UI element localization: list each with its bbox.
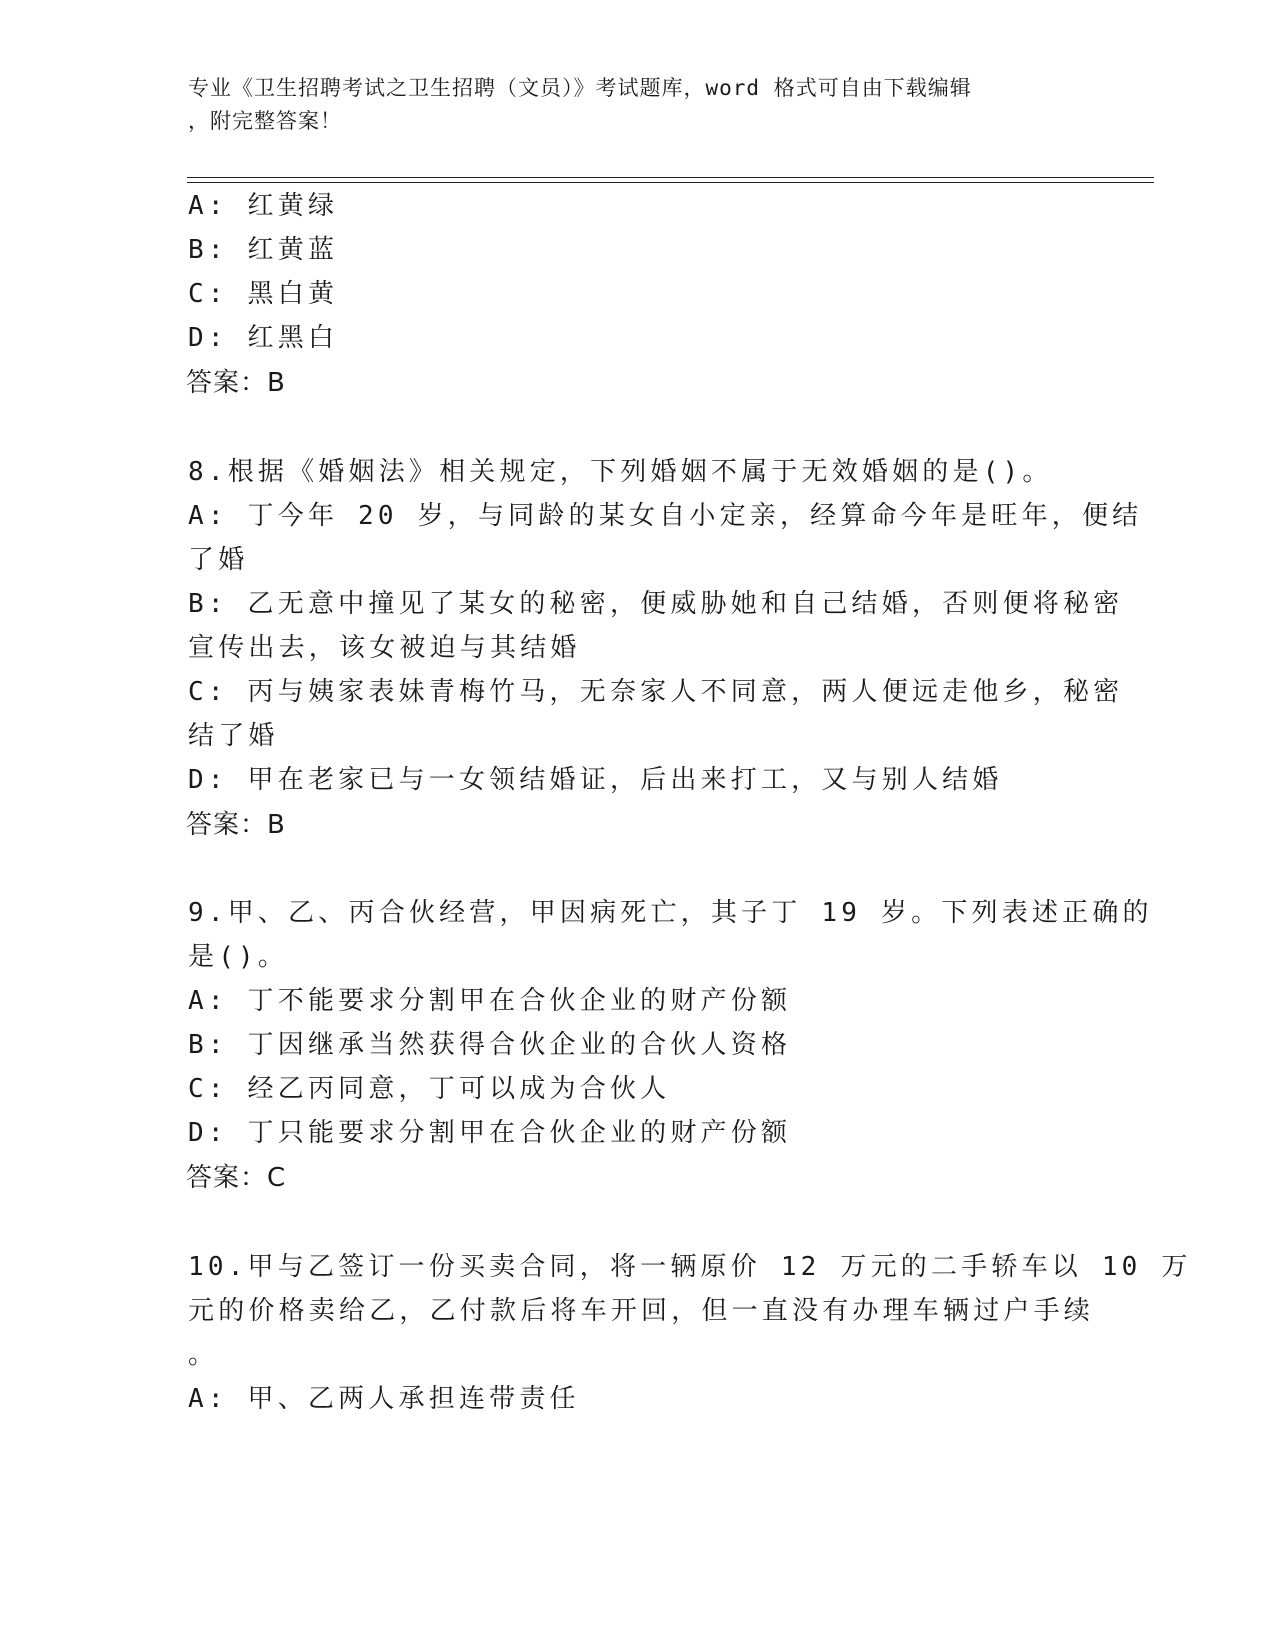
- q9-stem-line1: 9.甲、乙、丙合伙经营，甲因病死亡，其子丁 19 岁。下列表述正确的: [188, 898, 1153, 928]
- q9-option-d: D: 丁只能要求分割甲在合伙企业的财产份额: [188, 1118, 792, 1148]
- q8-option-c-line1: C: 丙与姨家表妹青梅竹马，无奈家人不同意，两人便远走他乡，秘密: [188, 677, 1124, 707]
- q10-stem-line3: 。: [188, 1340, 219, 1370]
- header-line-1: 专业《卫生招聘考试之卫生招聘（文员）》考试题库，word 格式可自由下载编辑: [188, 76, 972, 100]
- header-line-2: ，附完整答案！: [188, 109, 342, 133]
- header-rule-bottom: [187, 182, 1154, 183]
- q10-stem-line1: 10.甲与乙签订一份买卖合同，将一辆原价 12 万元的二手轿车以 10 万: [188, 1252, 1192, 1282]
- q8-answer: 答案：B: [186, 810, 286, 840]
- document-header: [188, 72, 1068, 138]
- q8-stem: 8.根据《婚姻法》相关规定，下列婚姻不属于无效婚姻的是()。: [188, 457, 1053, 487]
- q8-option-d: D: 甲在老家已与一女领结婚证，后出来打工，又与别人结婚: [188, 765, 1003, 795]
- q8-option-c-line2: 结了婚: [188, 721, 279, 751]
- q9-option-b: B: 丁因继承当然获得合伙企业的合伙人资格: [188, 1030, 792, 1060]
- q8-option-a-line1: A: 丁今年 20 岁，与同龄的某女自小定亲，经算命今年是旺年，便结: [188, 501, 1143, 531]
- header-rule-top: [187, 177, 1154, 178]
- q7-option-a: A: 红黄绿: [188, 191, 339, 221]
- q9-stem-line2: 是()。: [188, 942, 289, 972]
- q8-option-b-line2: 宣传出去，该女被迫与其结婚: [188, 633, 581, 663]
- q7-answer: 答案：B: [186, 368, 286, 398]
- q7-option-c: C: 黑白黄: [188, 279, 339, 309]
- q7-option-d: D: 红黑白: [188, 323, 339, 353]
- q10-option-a: A: 甲、乙两人承担连带责任: [188, 1384, 580, 1414]
- q9-option-a: A: 丁不能要求分割甲在合伙企业的财产份额: [188, 986, 792, 1016]
- q9-answer: 答案：C: [186, 1163, 287, 1193]
- q8-option-a-line2: 了婚: [188, 545, 249, 575]
- q9-option-c: C: 经乙丙同意，丁可以成为合伙人: [188, 1074, 671, 1104]
- q8-option-b-line1: B: 乙无意中撞见了某女的秘密，便威胁她和自己结婚，否则便将秘密: [188, 589, 1124, 619]
- q7-option-b: B: 红黄蓝: [188, 235, 339, 265]
- q10-stem-line2: 元的价格卖给乙，乙付款后将车开回，但一直没有办理车辆过户手续: [188, 1296, 1095, 1326]
